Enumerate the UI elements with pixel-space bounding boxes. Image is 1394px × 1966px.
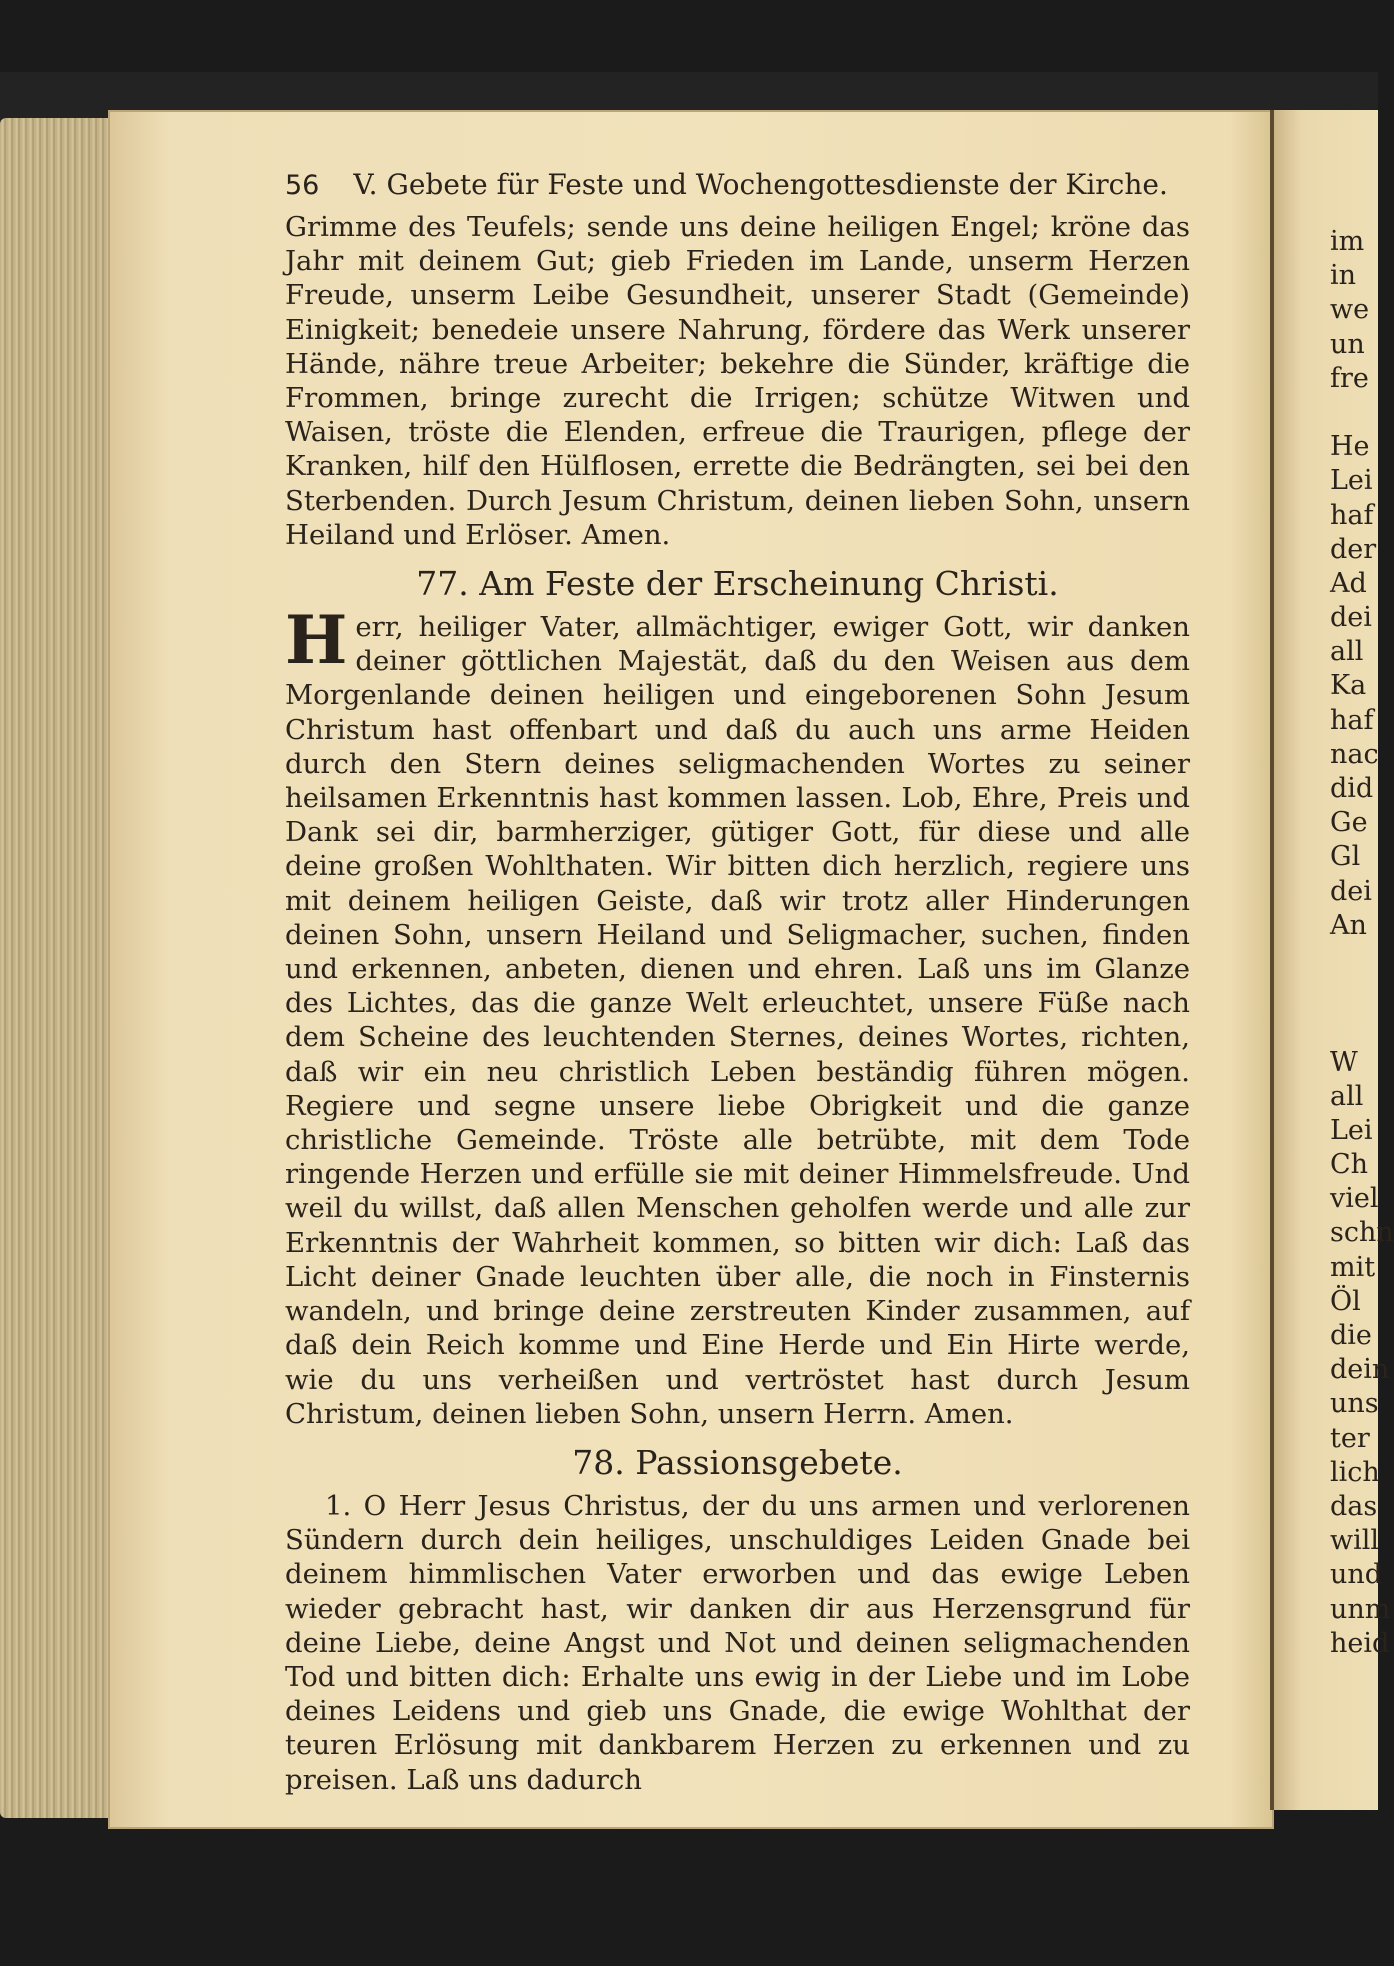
next-page-fragment: dei [1330, 875, 1372, 907]
next-page-fragment: haf [1330, 499, 1374, 531]
next-page-fragment: Ad [1330, 567, 1367, 599]
book-gutter [1270, 110, 1274, 1810]
page-content [285, 168, 1190, 1797]
next-page-fragment: An [1330, 909, 1367, 941]
next-page-fragment: Ge [1330, 807, 1368, 839]
next-page-fragment [1330, 1011, 1390, 1045]
next-page-fragment: Ka [1330, 670, 1367, 702]
section-78-title: 78. Passionsgebete. [572, 1442, 903, 1482]
section-77-body: err, heiliger Vater, allmächtiger, ewiger Gott, wir danken deiner göttlichen Majestät, daß du den Weisen aus dem Morgenlande deinen heiligen und eingeborenen Sohn Jesum Christum hast offenbart und daß du auch uns arme Heiden durch den Stern deines seligmachenden Wortes zu seiner heilsamen Erkenntnis hast kommen lassen. Lob, Ehre, Preis und Dank sei dir, barmherziger, gütiger Gott, für diese und alle deine großen Wohlthaten. Wir bitten dich herzlich, regiere uns mit deinem heiligen Geiste, daß wir trotz aller Hinderungen deinen Sohn, unsern Heiland und Seligmacher, suchen, finden und erkennen, anbeten, dienen und ehren. Laß uns im Glanze des Lichtes, das die ganze Welt erleuchtet, unsere Füße nach dem Scheine des leuchtenden Sternes, deines Wortes, richten, daß wir ein neu christlich Leben beständig führen mögen. Regiere und segne unsere liebe Obrigkeit und die ganze christliche Gemeinde. Tröste alle betrübte, mit dem Tode ringende Herzen und erfülle sie mit deiner Himmelsfreude. Und weil du willst, daß allen Menschen geholfen werde und alle zur Erkenntnis der Wahrheit kommen, so bitten wir dich: Laß das Licht deiner Gnade leuchten über alle, die noch in Finsternis wandeln, und bringe deine zerstreuten Kinder zusammen, auf daß dein Reich komme und Eine Herde und Ein Hirte werde, wie du uns verheißen und vertröstet hast durch Jesum Christum, deinen lieben Sohn, unsern Herrn. Amen. [285, 611, 1190, 1430]
next-page-fragment: did [1330, 773, 1374, 804]
next-page-fragment: die [1330, 1320, 1372, 1351]
next-page-fragment: haf [1330, 704, 1374, 736]
drop-cap: H [285, 601, 348, 680]
next-page-fragment: unm [1330, 1593, 1391, 1625]
continued-paragraph: Grimme des Teufels; sende uns deine heiligen Engel; kröne das Jahr mit deinem Gut; gieb Frieden im Lande, unserm Herzen Freude, unserm Leibe Gesundheit, unserer Stadt (Gemeinde) Einigkeit; benedeie unsere Nahrung, fördere das Werk unserer Hände, nähre treue Arbeiter; bekehre die Sünder, kräftige die Frommen, bringe zurecht die Irrigen; schütze Witwen und Waisen, tröste die Elenden, erfreue die Traurigen, pflege der Kranken, hilf den Hülflosen, errette die Bedrängten, sei bei den Sterbenden. Durch Jesum Christum, deinen lieben Sohn, unsern Heiland und Erlöser. Amen. [285, 211, 1190, 551]
next-page-fragment: schn [1330, 1217, 1394, 1249]
next-page-fragment: und [1330, 1559, 1383, 1591]
page-number: 56 [285, 170, 320, 201]
next-page-fragment [1330, 977, 1390, 1011]
running-title: V. Gebete für Feste und Wochengottesdienste der Kirche. [353, 168, 1168, 201]
section-77-title: 77. Am Feste der Erscheinung Christi. [416, 564, 1059, 604]
next-page-fragment: in [1330, 260, 1357, 292]
next-page-fragment: Öl [1330, 1285, 1361, 1317]
next-page-fragment [1330, 396, 1390, 430]
next-page-fragment: Gl [1330, 841, 1361, 873]
next-page-fragment: all [1330, 636, 1364, 668]
page-stack-edge [0, 118, 110, 1818]
next-page-fragment: nac [1330, 738, 1379, 770]
next-page-fragment: dei [1330, 602, 1372, 634]
section-78-text: 1. O Herr Jesus Christus, der du uns armen und verlorenen Sündern durch dein heiliges, unschuldiges Leiden Gnade bei deinem himmlischen Vater erworben und das ewige Leben wieder gebracht hast, wir danken dir aus Herzensgrund für deine Liebe, deine Angst und Not und deinen seligmachenden Tod und bitten dich: Erhalte uns ewig in der Liebe und im Lobe deines Leidens und gieb uns Gnade, die ewige Wohlthat der teuren Erlösung mit dankbarem Herzen zu erkennen und zu preisen. Laß uns dadurch [285, 1489, 1190, 1796]
next-page-fragment: dein [1330, 1354, 1390, 1386]
next-page-fragment: Lei [1330, 465, 1373, 497]
next-page-fragment: Ch [1330, 1149, 1369, 1181]
next-page-fragment: we [1330, 294, 1370, 326]
next-page-fragment: will [1330, 1525, 1380, 1557]
next-page-fragment: un [1330, 328, 1365, 360]
next-page-fragments [1330, 225, 1394, 1661]
next-page-fragment: Lei [1330, 1114, 1373, 1146]
running-header [285, 168, 1190, 206]
next-page-fragment: viel [1330, 1183, 1379, 1215]
next-page-fragment: He [1330, 431, 1370, 463]
next-page-fragment: lich [1330, 1456, 1380, 1488]
next-page-fragment: heid [1330, 1627, 1390, 1659]
next-page-fragment: ter [1330, 1422, 1370, 1454]
next-page-fragment: mit [1330, 1251, 1376, 1283]
next-page-fragment: all [1330, 1080, 1364, 1112]
next-page-fragment: das [1330, 1490, 1378, 1522]
section-77-text [285, 601, 1190, 1431]
next-page-fragment: im [1330, 226, 1365, 257]
next-page-fragment: der [1330, 533, 1377, 565]
next-page-fragment: W [1330, 1046, 1358, 1078]
next-page-fragment: uns [1330, 1388, 1379, 1420]
right-page-edge [1272, 110, 1394, 1810]
next-page-fragment [1330, 943, 1390, 977]
next-page-fragment: fre [1330, 362, 1369, 394]
